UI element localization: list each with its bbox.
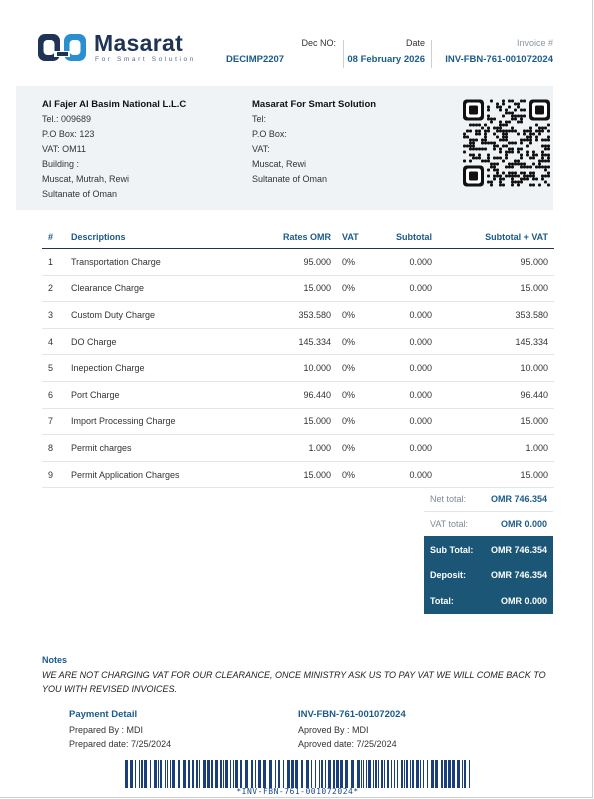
- row-vat: 0%: [331, 275, 374, 302]
- row-rate: 145.334: [271, 328, 331, 355]
- row-description: Clearance Charge: [71, 275, 271, 302]
- masarat-logo-icon: [37, 32, 89, 64]
- vendor-line: Sultanate of Oman: [252, 174, 328, 184]
- row-subtotal-vat: 15.000: [432, 408, 554, 435]
- row-subtotal-vat: 95.000: [432, 249, 554, 276]
- row-subtotal: 0.000: [374, 461, 432, 488]
- row-subtotal: 0.000: [374, 249, 432, 276]
- barcode-text: *INV-FBN-761-001072024*: [236, 787, 359, 796]
- grand-total-value: OMR 0.000: [500, 596, 547, 606]
- deposit-label: Deposit:: [430, 570, 466, 580]
- brand-tagline: For Smart Solution: [95, 56, 196, 63]
- customer-line: Building :: [42, 159, 80, 169]
- table-row: [42, 408, 554, 435]
- row-subtotal-vat: 15.000: [432, 461, 554, 488]
- totals-panel: [424, 536, 553, 614]
- row-number: 1: [42, 249, 71, 276]
- sub-total-label: Sub Total:: [430, 545, 474, 555]
- row-rate: 10.000: [271, 355, 331, 382]
- col-header-number: #: [42, 226, 71, 249]
- table-row: [42, 249, 554, 276]
- net-total-value: OMR 746.354: [490, 493, 547, 504]
- vendor-block: [252, 97, 376, 187]
- qr-code-icon: [463, 99, 550, 187]
- invoice-number-block: [436, 38, 553, 72]
- vendor-line: VAT:: [252, 144, 270, 154]
- table-row: [42, 461, 554, 488]
- approval-block: [298, 708, 406, 751]
- customer-line: Muscat, Mutrah, Rewi: [42, 174, 130, 184]
- row-subtotal: 0.000: [374, 355, 432, 382]
- vendor-line: Tel:: [252, 114, 267, 124]
- row-subtotal-vat: 1.000: [432, 435, 554, 462]
- brand-name: Masarat: [94, 30, 184, 56]
- customer-block: [42, 97, 186, 202]
- row-subtotal-vat: 15.000: [432, 275, 554, 302]
- row-description: Inepection Charge: [71, 355, 271, 382]
- vat-total-row: [424, 511, 553, 537]
- grand-total-row: [424, 588, 553, 614]
- row-subtotal-vat: 145.334: [432, 328, 554, 355]
- row-subtotal-vat: 10.000: [432, 355, 554, 382]
- row-rate: 96.440: [271, 381, 331, 408]
- vendor-line: P.O Box:: [252, 129, 287, 139]
- net-total-label: Net total:: [430, 493, 467, 504]
- row-number: 4: [42, 328, 71, 355]
- row-vat: 0%: [331, 408, 374, 435]
- table-row: [42, 302, 554, 329]
- table-row: [42, 275, 554, 302]
- items-table: [42, 226, 554, 488]
- barcode-icon: [125, 760, 470, 788]
- row-rate: 15.000: [271, 461, 331, 488]
- row-subtotal: 0.000: [374, 435, 432, 462]
- table-row: [42, 355, 554, 382]
- row-description: Port Charge: [71, 381, 271, 408]
- row-vat: 0%: [331, 355, 374, 382]
- approved-by: Aproved By : MDI: [298, 725, 369, 735]
- row-number: 8: [42, 435, 71, 462]
- notes-heading: Notes: [42, 655, 68, 665]
- vat-total-label: VAT total:: [430, 518, 469, 529]
- deposit-value: OMR 746.354: [490, 570, 547, 580]
- row-description: DO Charge: [71, 328, 271, 355]
- row-subtotal: 0.000: [374, 408, 432, 435]
- table-row: [42, 381, 554, 408]
- row-description: Import Processing Charge: [71, 408, 271, 435]
- customer-line: Tel.: 009689: [42, 114, 92, 124]
- customer-line: P.O Box: 123: [42, 129, 95, 139]
- row-description: Permit charges: [71, 435, 271, 462]
- prepared-date: Prepared date: 7/25/2024: [69, 739, 172, 749]
- row-rate: 15.000: [271, 275, 331, 302]
- date-label: Date: [405, 38, 425, 48]
- table-row: [42, 328, 554, 355]
- payment-detail-heading: Payment Detail: [69, 709, 138, 720]
- col-header-vat: VAT: [331, 226, 374, 249]
- row-subtotal: 0.000: [374, 302, 432, 329]
- invoice-reference: INV-FBN-761-001072024: [298, 709, 406, 720]
- row-vat: 0%: [331, 461, 374, 488]
- row-vat: 0%: [331, 249, 374, 276]
- row-vat: 0%: [331, 328, 374, 355]
- row-rate: 15.000: [271, 408, 331, 435]
- customer-name: Al Fajer Al Basim National L.L.C: [42, 99, 187, 110]
- row-subtotal: 0.000: [374, 275, 432, 302]
- row-description: Custom Duty Charge: [71, 302, 271, 329]
- net-total-row: [424, 486, 553, 512]
- row-number: 6: [42, 381, 71, 408]
- row-subtotal-vat: 353.580: [432, 302, 554, 329]
- approved-date: Aproved date: 7/25/2024: [298, 739, 397, 749]
- vat-total-value: OMR 0.000: [500, 518, 547, 529]
- row-number: 3: [42, 302, 71, 329]
- col-header-rate: Rates OMR: [271, 226, 331, 249]
- row-number: 9: [42, 461, 71, 488]
- row-number: 2: [42, 275, 71, 302]
- deposit-row: [424, 562, 553, 588]
- dec-value: DECIMP2207: [226, 54, 285, 65]
- row-rate: 1.000: [271, 435, 331, 462]
- prepared-by: Prepared By : MDI: [69, 725, 144, 735]
- row-vat: 0%: [331, 381, 374, 408]
- row-rate: 353.580: [271, 302, 331, 329]
- col-header-description: Descriptions: [71, 226, 271, 249]
- dec-number-block: [226, 38, 338, 72]
- customer-line: VAT: OM11: [42, 144, 87, 154]
- header-divider: [431, 40, 432, 68]
- dec-label: Dec NO:: [301, 38, 336, 48]
- row-description: Permit Application Charges: [71, 461, 271, 488]
- row-number: 5: [42, 355, 71, 382]
- col-header-subtotal-vat: Subtotal + VAT: [432, 226, 554, 249]
- date-value: 08 February 2026: [347, 54, 425, 65]
- row-vat: 0%: [331, 435, 374, 462]
- sub-total-row: [424, 537, 553, 563]
- row-subtotal-vat: 96.440: [432, 381, 554, 408]
- invoice-value: INV-FBN-761-001072024: [445, 54, 553, 65]
- vendor-name: Masarat For Smart Solution: [252, 99, 377, 110]
- row-rate: 95.000: [271, 249, 331, 276]
- row-subtotal: 0.000: [374, 328, 432, 355]
- row-description: Transportation Charge: [71, 249, 271, 276]
- sub-total-value: OMR 746.354: [490, 545, 547, 555]
- row-subtotal: 0.000: [374, 381, 432, 408]
- grand-total-label: Total:: [430, 596, 454, 606]
- invoice-label: Invoice #: [516, 38, 553, 48]
- date-block: [343, 38, 425, 72]
- vendor-line: Muscat, Rewi: [252, 159, 307, 169]
- company-logo: [37, 30, 202, 68]
- customer-line: Sultanate of Oman: [42, 189, 118, 199]
- row-vat: 0%: [331, 302, 374, 329]
- table-header-row: [42, 226, 554, 249]
- table-row: [42, 435, 554, 462]
- notes-text: WE ARE NOT CHARGING VAT FOR OUR CLEARANCE, ONCE MINISTRY ASK US TO PAY VAT WE WILL COME BACK TO YOU WITH REVISED INVOICES.: [42, 670, 546, 694]
- payment-detail-block: [69, 708, 171, 751]
- row-number: 7: [42, 408, 71, 435]
- col-header-subtotal: Subtotal: [374, 226, 432, 249]
